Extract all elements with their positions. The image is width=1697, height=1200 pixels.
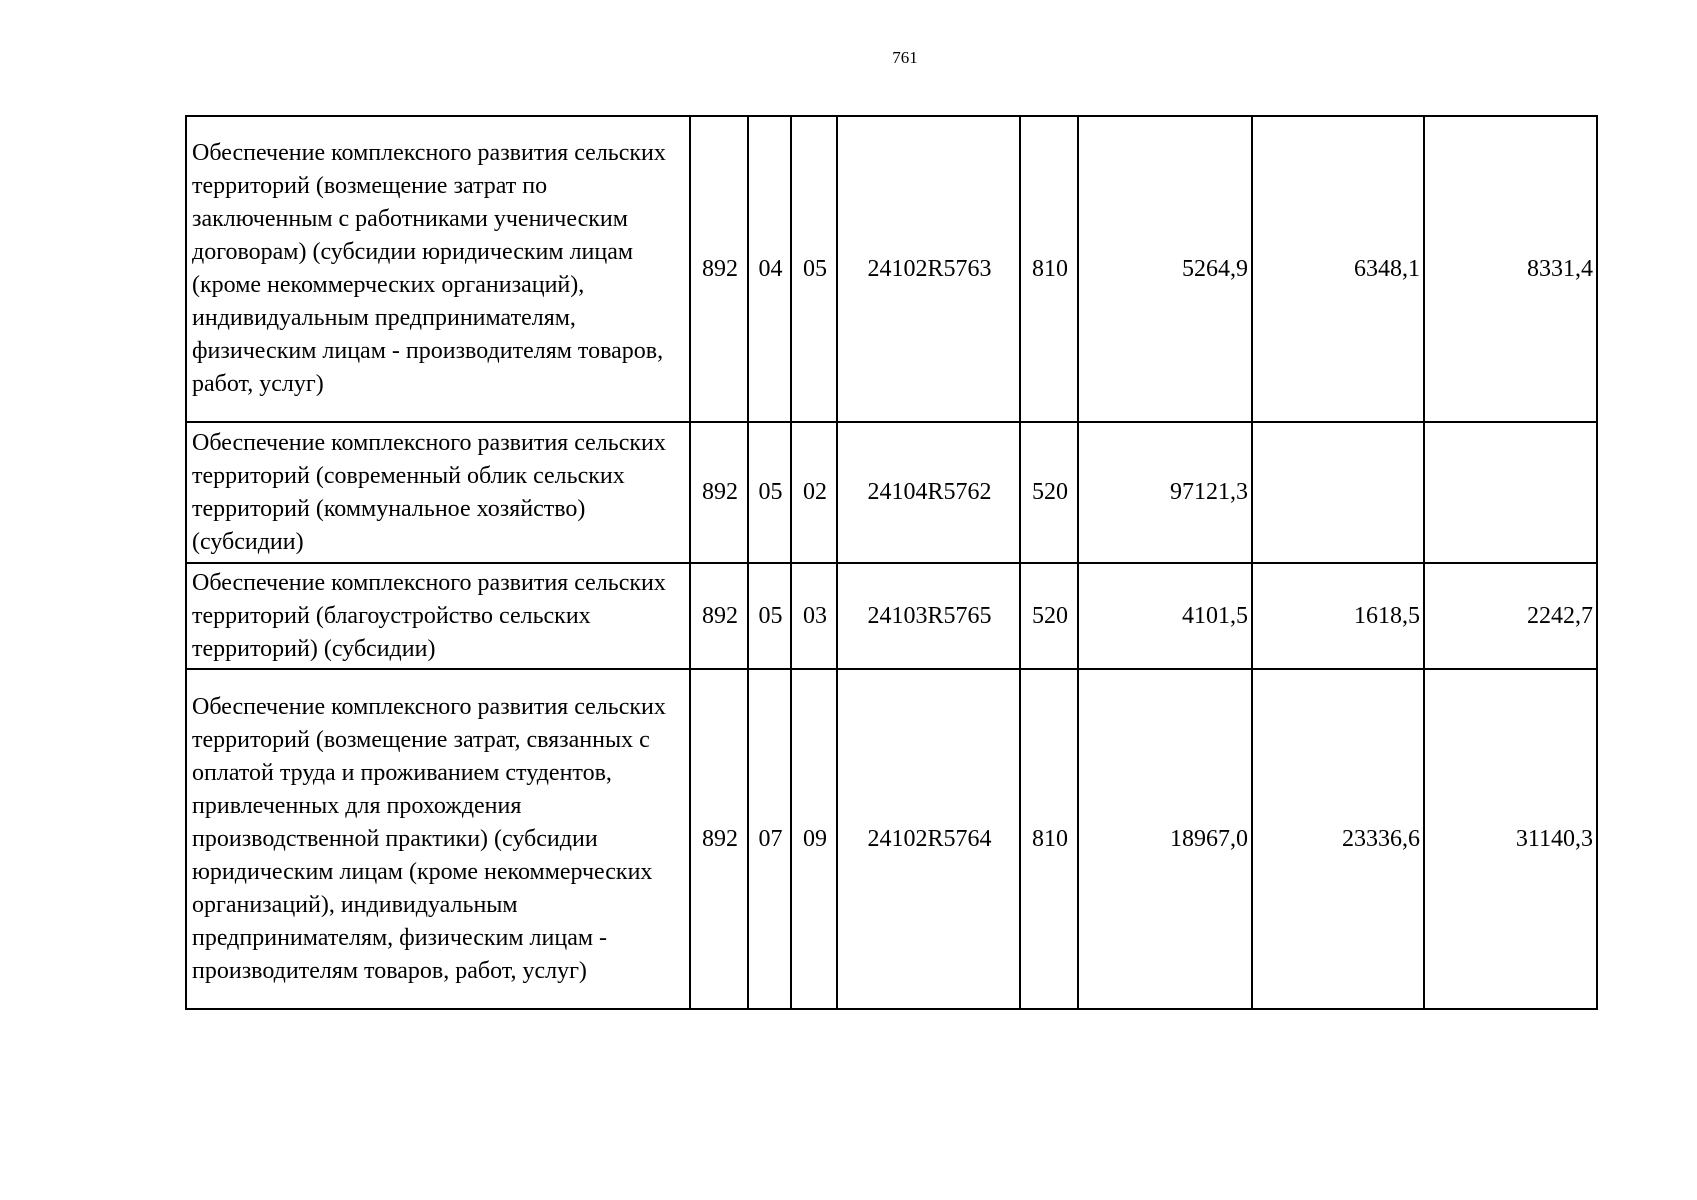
target-article-code: 24102R5764 <box>837 669 1020 1009</box>
section-code: 05 <box>748 563 791 669</box>
expense-type-code: 520 <box>1020 422 1078 563</box>
amount-1: 18967,0 <box>1078 669 1252 1009</box>
ministry-code: 892 <box>690 116 748 422</box>
target-article-code: 24104R5762 <box>837 422 1020 563</box>
amount-2: 23336,6 <box>1252 669 1424 1009</box>
section-code: 04 <box>748 116 791 422</box>
amount-2 <box>1252 422 1424 563</box>
subsection-code: 03 <box>791 563 837 669</box>
row-description: Обеспечение комплексного развития сельских территорий (современный облик сельских территорий (коммунальное хозяйство) (субсидии) <box>186 422 690 563</box>
amount-3 <box>1424 422 1597 563</box>
expense-type-code: 520 <box>1020 563 1078 669</box>
subsection-code: 09 <box>791 669 837 1009</box>
amount-2: 1618,5 <box>1252 563 1424 669</box>
amount-3: 8331,4 <box>1424 116 1597 422</box>
table-row <box>186 116 1597 422</box>
budget-table <box>185 115 1598 1010</box>
section-code: 05 <box>748 422 791 563</box>
section-code: 07 <box>748 669 791 1009</box>
amount-3: 2242,7 <box>1424 563 1597 669</box>
target-article-code: 24103R5765 <box>837 563 1020 669</box>
table-row <box>186 563 1597 669</box>
table-row <box>186 422 1597 563</box>
amount-1: 4101,5 <box>1078 563 1252 669</box>
subsection-code: 02 <box>791 422 837 563</box>
amount-1: 5264,9 <box>1078 116 1252 422</box>
ministry-code: 892 <box>690 563 748 669</box>
table-row <box>186 669 1597 1009</box>
amount-3: 31140,3 <box>1424 669 1597 1009</box>
expense-type-code: 810 <box>1020 669 1078 1009</box>
subsection-code: 05 <box>791 116 837 422</box>
target-article-code: 24102R5763 <box>837 116 1020 422</box>
row-description: Обеспечение комплексного развития сельских территорий (благоустройство сельских территорий) (субсидии) <box>186 563 690 669</box>
amount-2: 6348,1 <box>1252 116 1424 422</box>
expense-type-code: 810 <box>1020 116 1078 422</box>
ministry-code: 892 <box>690 669 748 1009</box>
row-description: Обеспечение комплексного развития сельских территорий (возмещение затрат, связанных с оплатой труда и проживанием студентов, привлеченных для прохождения производственной практики) (субсидии юридическим лицам (кроме некоммерческих организаций), индивидуальным предпринимателям, физическим лицам - производителям товаров, работ, услуг) <box>186 669 690 1009</box>
page-number: 761 <box>892 48 918 67</box>
amount-1: 97121,3 <box>1078 422 1252 563</box>
row-description: Обеспечение комплексного развития сельских территорий (возмещение затрат по заключенным с работниками ученическим договорам) (субсидии юридическим лицам (кроме некоммерческих организаций), индивидуальным предпринимателям, физическим лицам - производителям товаров, работ, услуг) <box>186 116 690 422</box>
ministry-code: 892 <box>690 422 748 563</box>
